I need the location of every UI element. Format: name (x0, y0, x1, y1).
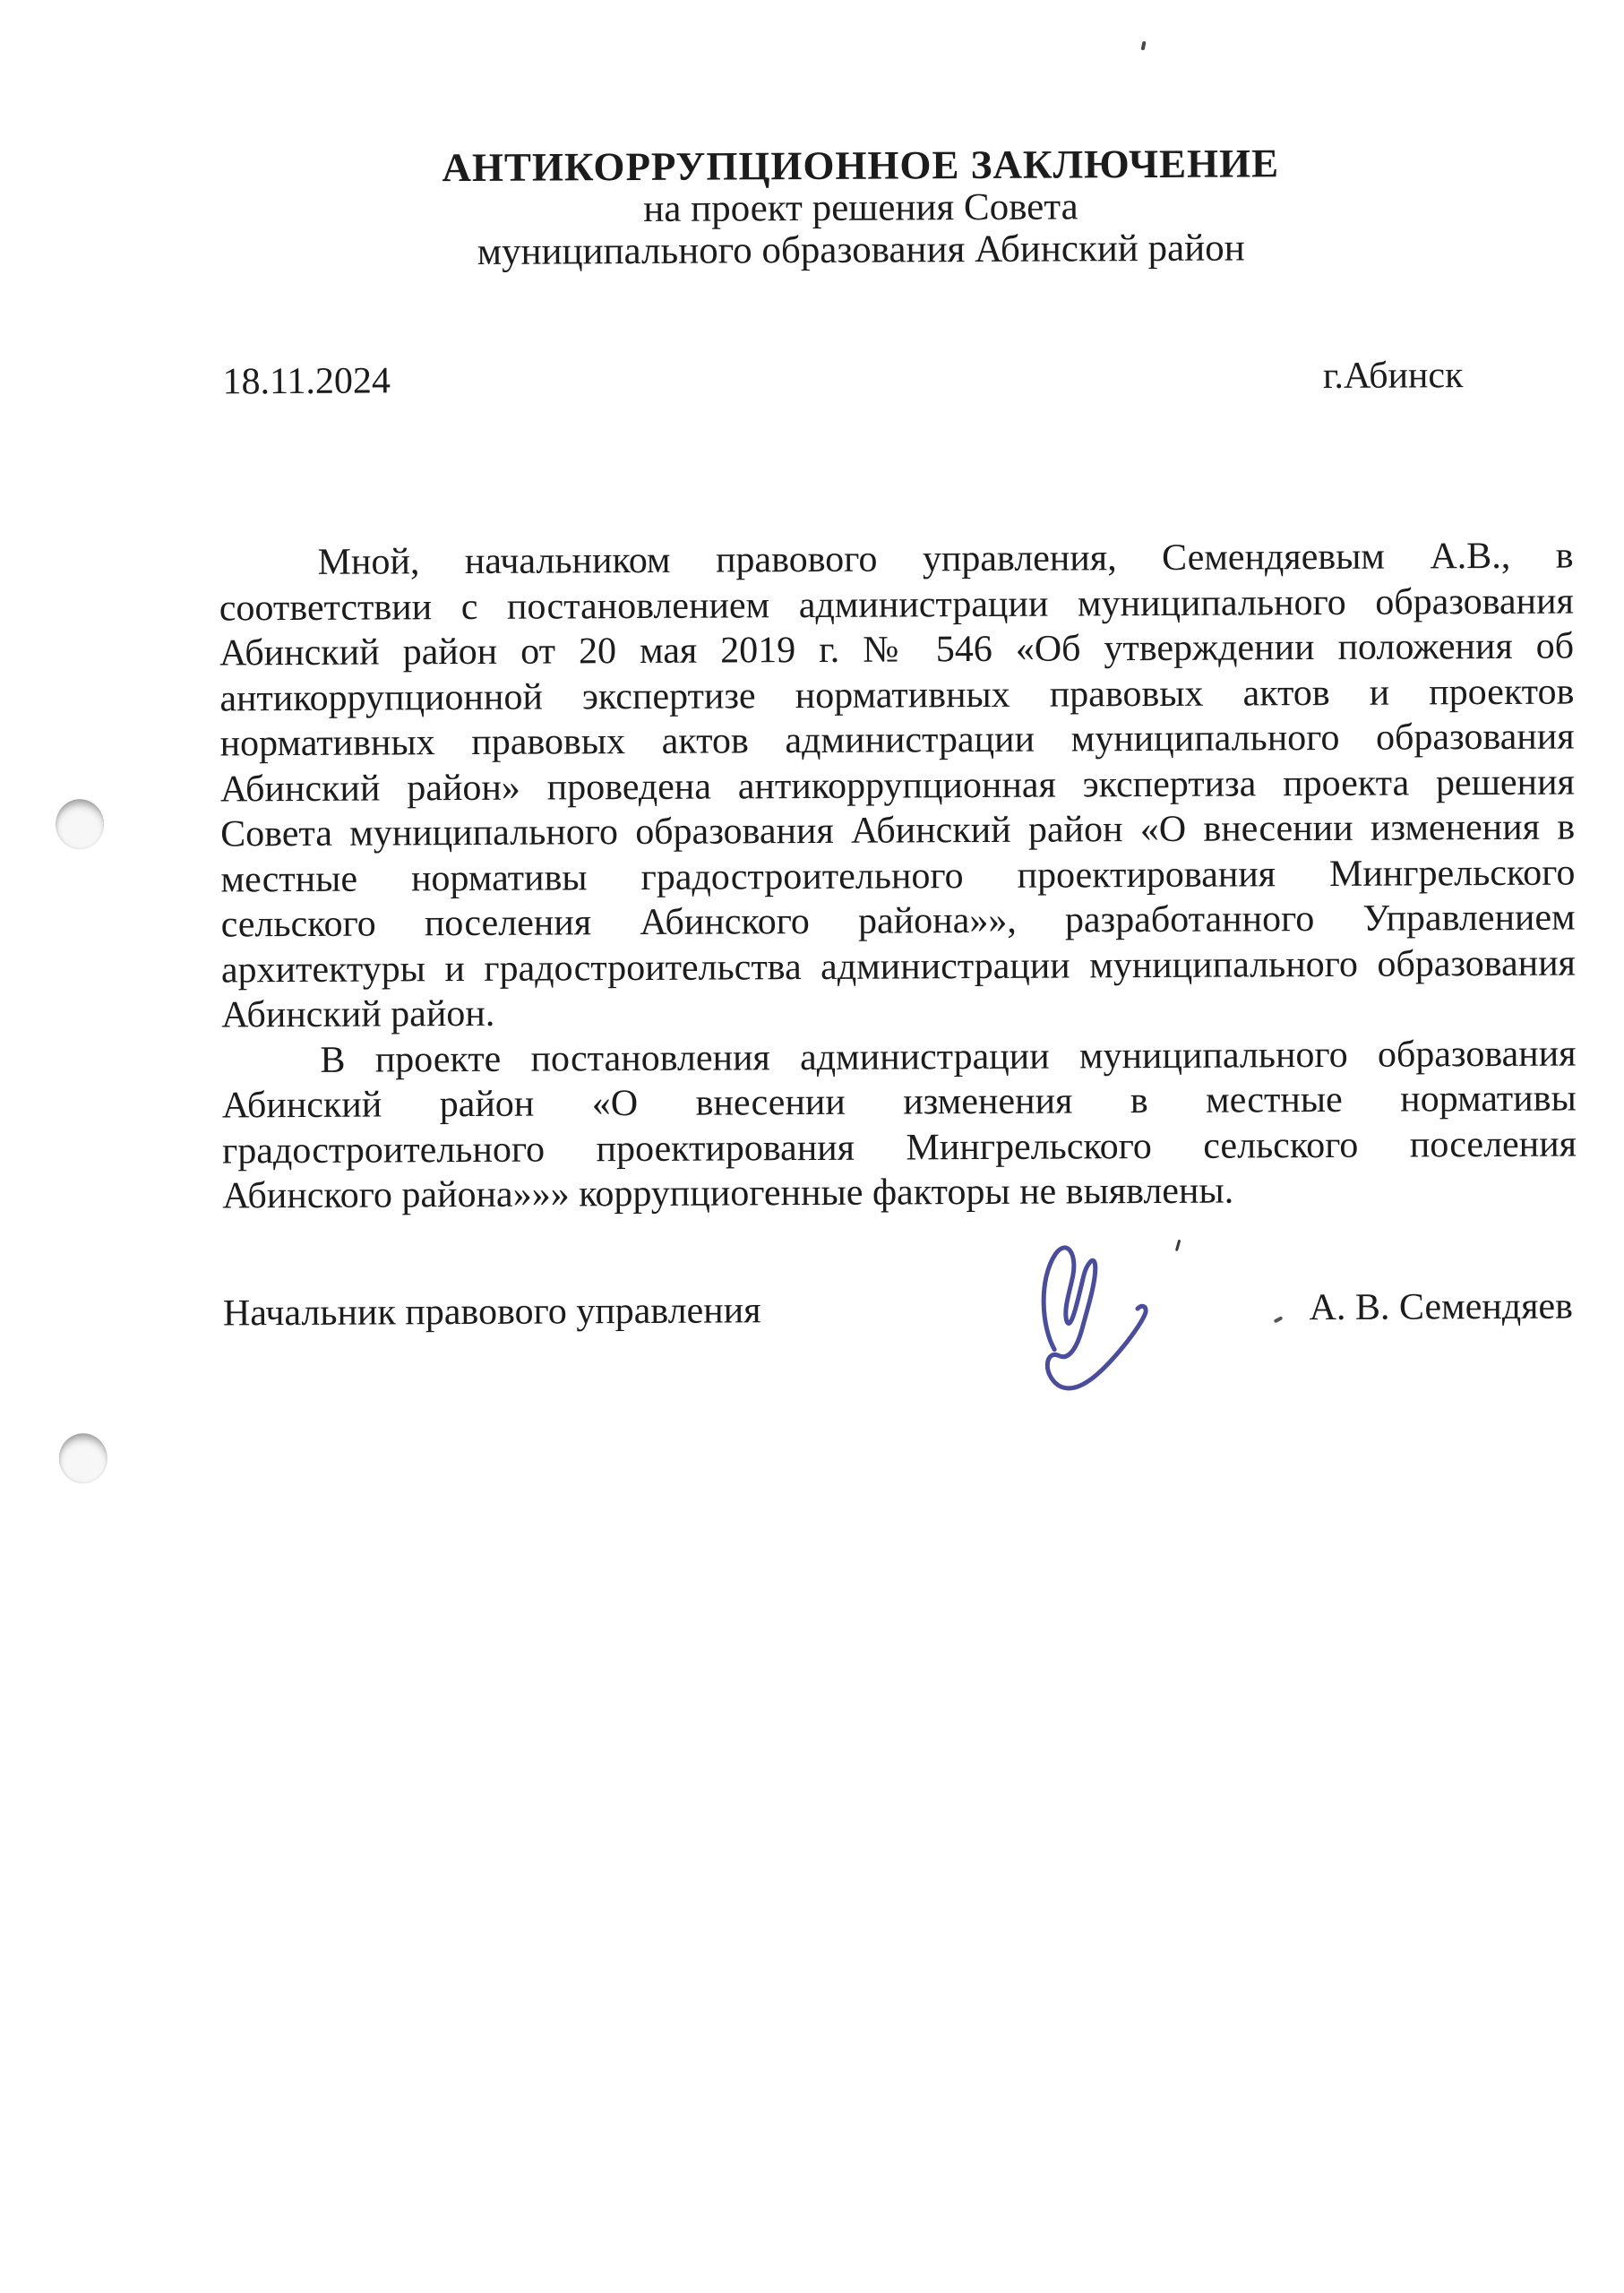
paragraph-line: градостроительного проектирования Мингрельского сельского поселения (221, 1123, 1577, 1172)
handwritten-signature (1031, 1241, 1162, 1396)
paragraph-1 (219, 534, 1576, 1038)
document-subtitle-line-2: муниципального образования Абинский район (477, 227, 1245, 273)
paragraph-line: Мной, начальником правового управления, Семендяевым А.В., в (317, 535, 1574, 583)
paragraph-2 (221, 1031, 1577, 1219)
paragraph-line: местные нормативы градостроительного проектирования Мингрельского (220, 852, 1576, 900)
scan-speck (1141, 41, 1147, 51)
paragraph-line: нормативных правовых актов администрации муниципального образования (219, 716, 1575, 765)
paragraph-line: Абинский район от 20 мая 2019 г. № 546 «Об утверждении положения об (219, 625, 1575, 674)
paragraph-line: сельского поселения Абинского района»», разработанного Управлением (220, 897, 1576, 946)
signatory-position-label: Начальник правового управления (222, 1290, 761, 1335)
paragraph-line: антикоррупционной экспертизе нормативных правовых актов и проектов (219, 671, 1575, 719)
paragraph-line: Абинский район «О внесении изменения в местные нормативы (221, 1078, 1577, 1127)
document-place: г.Абинск (1322, 355, 1464, 398)
document-title: АНТИКОРРУПЦИОННОЕ ЗАКЛЮЧЕНИЕ (442, 141, 1280, 191)
paragraph-line: В проекте постановления администрации муниципального образования (320, 1033, 1577, 1081)
paragraph-line: Абинский район» проведена антикоррупционная экспертиза проекта решения (219, 761, 1576, 810)
paragraph-line: Абинского района»»» коррупциогенные факторы не выявлены. (222, 1170, 1234, 1217)
signature-stroke (1044, 1247, 1147, 1388)
paragraph-line: Совета муниципального образования Абинский район «О внесении изменения в (220, 806, 1576, 855)
document-heading (138, 141, 1584, 274)
document-body (219, 534, 1577, 1219)
paragraph-line: соответствии с постановлением администрации муниципального образования (219, 580, 1574, 629)
signatory-name: А. В. Семендяев (1309, 1285, 1574, 1329)
scan-speck (1175, 1240, 1181, 1251)
signature-row (223, 1284, 1573, 1336)
paragraph-line: Абинский район. (221, 992, 495, 1036)
paragraph-line: архитектуры и градостроительства администрации муниципального образования (220, 942, 1577, 991)
date-place-row (222, 353, 1570, 405)
punch-hole-artifact (59, 1433, 107, 1483)
document-date: 18.11.2024 (222, 360, 391, 403)
document-subtitle-line-1: на проект решения Совета (643, 185, 1078, 230)
punch-hole-artifact (56, 799, 104, 849)
